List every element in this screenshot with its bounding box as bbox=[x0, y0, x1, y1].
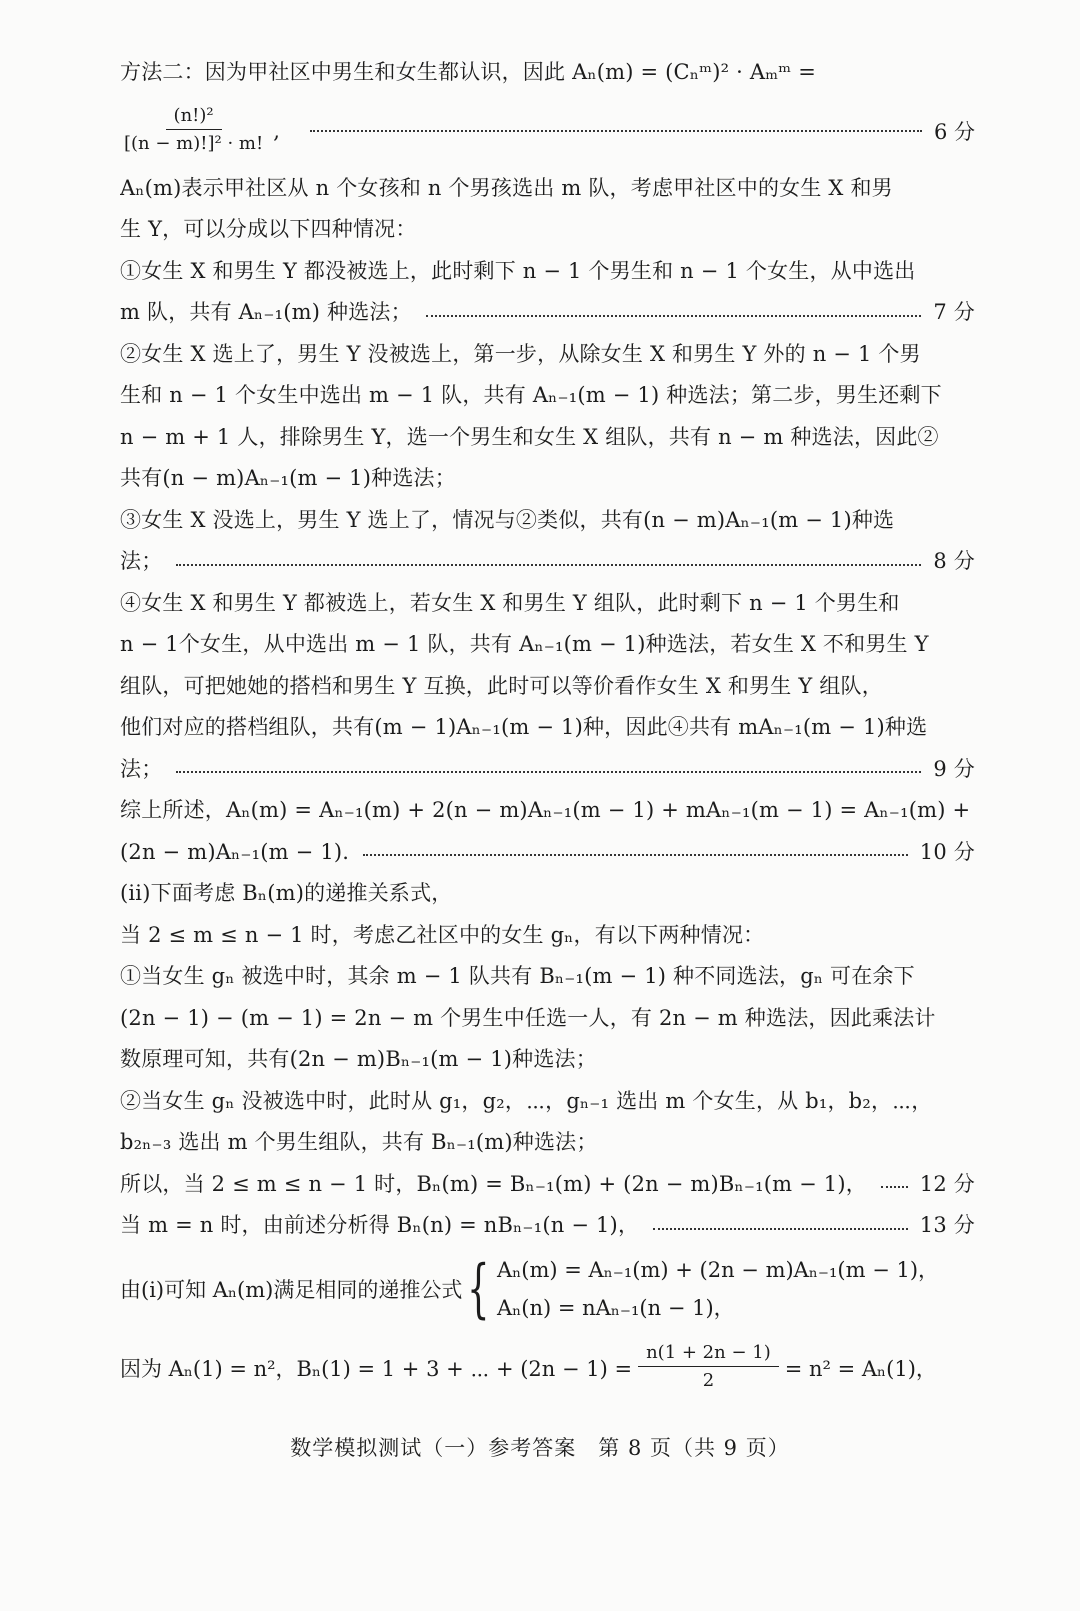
text: 当 m = n 时，由前述分析得 Bₙ(n) = nBₙ₋₁(n − 1)， bbox=[120, 1213, 640, 1237]
fraction-numerator: (n!)² bbox=[166, 103, 222, 130]
equation-system bbox=[497, 1251, 939, 1327]
text-line: 生 Y，可以分成以下四种情况： bbox=[120, 217, 417, 241]
text-line: ②当女生 gₙ 没被选中时，此时从 g₁，g₂，⋯，gₙ₋₁ 选出 m 个女生，从 b₁，b₂，⋯， bbox=[120, 1088, 933, 1113]
text-line-with-score bbox=[120, 1164, 975, 1206]
score-mark: 12 分 bbox=[919, 1171, 975, 1196]
text-line: ③女生 X 没选上，男生 Y 选上了，情况与②类似，共有(n − m)Aₙ₋₁(m − 1)种选 bbox=[120, 507, 895, 532]
dotted-leader bbox=[176, 564, 921, 566]
text: (2n − m)Aₙ₋₁(m − 1). bbox=[120, 839, 350, 864]
text-line: (ii)下面考虑 Bₙ(m)的递推关系式， bbox=[120, 881, 453, 905]
text-line: 他们对应的搭档组队，共有(m − 1)Aₙ₋₁(m − 1)种，因此④共有 mAₙ₋₁(m − 1)种选 bbox=[120, 715, 928, 739]
formula-line bbox=[120, 94, 975, 168]
dotted-leader bbox=[653, 1228, 908, 1230]
text-line: ①女生 X 和男生 Y 都没被选上，此时剩下 n − 1 个男生和 n − 1 个女生，从中选出 bbox=[120, 258, 916, 283]
score-mark: 13 分 bbox=[919, 1213, 975, 1237]
left-brace-icon: { bbox=[467, 1251, 490, 1326]
text: 因为 Aₙ(1) = n²，Bₙ(1) = 1 + 3 + ⋯ + (2n − 1) = bbox=[120, 1356, 633, 1381]
fraction-numerator: n(1 + 2n − 1) bbox=[638, 1340, 779, 1367]
text-line: ②女生 X 选上了，男生 Y 没被选上，第一步，从除女生 X 和男生 Y 外的 n − 1 个男 bbox=[120, 341, 921, 366]
dotted-leader bbox=[426, 315, 922, 317]
text-line: 共有(n − m)Aₙ₋₁(m − 1)种选法； bbox=[120, 466, 456, 490]
text-line: 综上所述，Aₙ(m) = Aₙ₋₁(m) + 2(n − m)Aₙ₋₁(m − 1) + mAₙ₋₁(m − 1) = Aₙ₋₁(m) + bbox=[120, 798, 971, 822]
punctuation: , bbox=[273, 118, 280, 143]
text-line: 当 2 ≤ m ≤ n − 1 时，考虑乙社区中的女生 gₙ，有以下两种情况： bbox=[120, 922, 765, 947]
text: = n² = Aₙ(1)， bbox=[784, 1356, 937, 1381]
equation: Aₙ(n) = nAₙ₋₁(n − 1)， bbox=[497, 1295, 735, 1320]
dotted-leader bbox=[881, 1186, 908, 1188]
score-mark: 8 分 bbox=[933, 549, 975, 573]
text: 法； bbox=[120, 756, 163, 781]
fraction-denominator: [(n − m)!]² · m! bbox=[124, 133, 264, 154]
text-line-with-score bbox=[120, 749, 975, 791]
score-mark: 6 分 bbox=[933, 119, 975, 144]
text-line: 生和 n − 1 个女生中选出 m − 1 队，共有 Aₙ₋₁(m − 1) 种选法；第二步，男生还剩下 bbox=[120, 383, 942, 407]
text: m 队，共有 Aₙ₋₁(m) 种选法； bbox=[120, 300, 412, 324]
text-line: 方法二：因为甲社区中男生和女生都认识，因此 Aₙ(m) = (Cₙᵐ)² · Aₘᵐ = bbox=[120, 60, 817, 84]
text: 法； bbox=[120, 549, 163, 573]
text-line-with-score bbox=[120, 832, 975, 874]
text-line-with-score bbox=[120, 292, 975, 334]
text-line: ①当女生 gₙ 被选中时，其余 m − 1 队共有 Bₙ₋₁(m − 1) 种不同选法，gₙ 可在余下 bbox=[120, 964, 915, 988]
text-line: 数原理可知，共有(2n − m)Bₙ₋₁(m − 1)种选法； bbox=[120, 1047, 597, 1071]
fraction-denominator: 2 bbox=[702, 1370, 715, 1391]
text-line: n − 1个女生，从中选出 m − 1 队，共有 Aₙ₋₁(m − 1)种选法，若女生 X 不和男生 Y bbox=[120, 632, 929, 656]
text-line: (2n − 1) − (m − 1) = 2n − m 个男生中任选一人，有 2n − m 种选法，因此乘法计 bbox=[120, 1005, 936, 1030]
answer-body bbox=[120, 52, 975, 1405]
score-mark: 10 分 bbox=[919, 839, 975, 864]
text-line-with-score bbox=[120, 541, 975, 583]
text: 所以，当 2 ≤ m ≤ n − 1 时，Bₙ(m) = Bₙ₋₁(m) + (2n − m)Bₙ₋₁(m − 1)， bbox=[120, 1171, 867, 1196]
text-line: Aₙ(m)表示甲社区从 n 个女孩和 n 个男孩选出 m 队，考虑甲社区中的女生 X 和男 bbox=[120, 175, 893, 200]
text-line: n − m + 1 人，排除男生 Y，选一个男生和女生 X 组队，共有 n − m 种选法，因此② bbox=[120, 424, 939, 449]
text-line: ④女生 X 和男生 Y 都被选上，若女生 X 和男生 Y 组队，此时剩下 n − 1 个男生和 bbox=[120, 590, 900, 615]
text-line: b₂ₙ₋₃ 选出 m 个男生组队，共有 Bₙ₋₁(m)种选法； bbox=[120, 1130, 598, 1154]
formula-line bbox=[120, 1331, 975, 1405]
fraction bbox=[120, 103, 267, 158]
page-footer: 数学模拟测试（一）参考答案 第 8 页（共 9 页） bbox=[290, 1436, 790, 1460]
fraction bbox=[638, 1340, 779, 1395]
score-mark: 9 分 bbox=[933, 756, 975, 781]
score-mark: 7 分 bbox=[933, 300, 975, 324]
text-line: 组队，可把她她的搭档和男生 Y 互换，此时可以等价看作女生 X 和男生 Y 组队， bbox=[120, 673, 883, 698]
dotted-leader bbox=[363, 854, 908, 856]
text-line-with-score bbox=[120, 1205, 975, 1247]
text: 由(i)可知 Aₙ(m)满足相同的递推公式 bbox=[120, 1277, 463, 1302]
equation: Aₙ(m) = Aₙ₋₁(m) + (2n − m)Aₙ₋₁(m − 1)， bbox=[497, 1257, 940, 1282]
recurrence-system-line bbox=[120, 1247, 975, 1331]
dotted-leader bbox=[310, 130, 922, 132]
dotted-leader bbox=[176, 771, 921, 773]
